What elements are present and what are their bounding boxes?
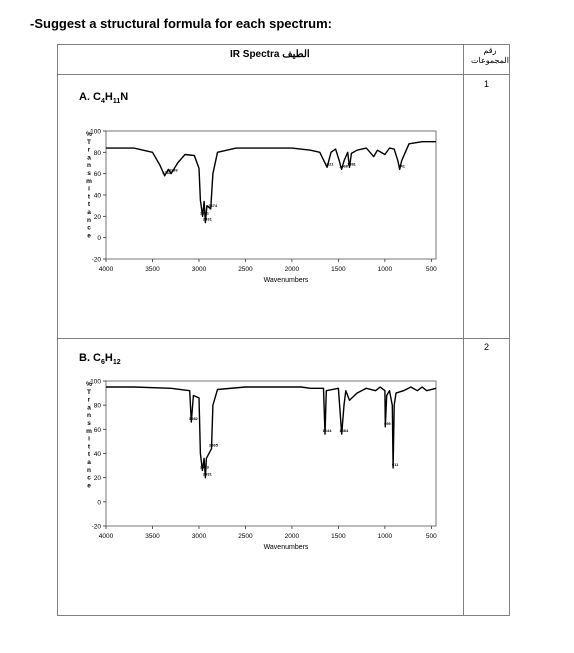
x-tick-label-b: 2500 — [238, 533, 253, 540]
y-tick-label-b: -20 — [91, 523, 101, 531]
y-tick-label-b: 40 — [93, 451, 101, 458]
x-tick-label-a: 2000 — [284, 266, 300, 273]
y-tick-label-b: 80 — [93, 402, 101, 410]
compound-label-b — [79, 352, 121, 366]
y-tick-label-b: 100 — [90, 378, 101, 386]
y-axis-label-char-a: T — [87, 138, 91, 146]
y-axis-label-char-a: m — [86, 177, 92, 185]
y-axis-label-char-a: t — [87, 193, 91, 201]
x-tick-label-a: 2500 — [238, 266, 253, 273]
y-tick-label-a: 20 — [93, 213, 101, 221]
y-axis-label-char-b: n — [87, 412, 91, 420]
peak-label-a: 1381 — [347, 161, 356, 167]
y-axis-label-char-b: % — [86, 381, 92, 388]
label-a-sub1: 4 — [101, 98, 105, 106]
label-b-prefix: B. C — [79, 352, 101, 364]
compound-label-a — [79, 91, 128, 105]
x-tick-label-a: 1000 — [377, 266, 393, 273]
peak-label-b: 3082 — [188, 416, 198, 422]
y-axis-label-char-a: n — [87, 216, 91, 224]
group-header-line2: المجموعات — [471, 56, 509, 65]
y-axis-label-char-a: n — [87, 162, 91, 170]
table-row-divider — [57, 338, 510, 339]
x-tick-label-a: 4000 — [98, 266, 114, 273]
x-axis-label-a: Wavenumbers — [263, 277, 309, 284]
y-axis-label-char-a: r — [87, 146, 91, 154]
y-axis-label-char-b: n — [87, 466, 91, 474]
y-axis-label-char-b: t — [87, 443, 91, 451]
label-a-mid: H — [104, 91, 113, 103]
peak-label-a: 2874 — [208, 202, 218, 208]
y-axis-label-char-b: c — [87, 474, 91, 482]
label-a-prefix: A. C — [79, 91, 101, 103]
y-axis-label-char-a: t — [87, 201, 91, 209]
x-tick-label-a: 500 — [425, 266, 437, 273]
y-tick-label-a: 40 — [93, 192, 101, 200]
y-axis-label-char-b: s — [87, 420, 91, 427]
y-tick-label-b: 60 — [93, 426, 101, 434]
table-header-group-number — [470, 46, 510, 66]
x-tick-label-b: 1500 — [331, 533, 346, 540]
x-tick-label-b: 1000 — [377, 533, 393, 540]
x-tick-label-b: 2000 — [284, 533, 300, 540]
y-tick-label-a: 100 — [90, 128, 101, 136]
label-a-sub2: 11 — [112, 98, 121, 106]
y-tick-label-a: -20 — [91, 256, 101, 264]
y-axis-label-char-b: e — [87, 482, 91, 490]
peak-label-b: 1644 — [322, 428, 332, 434]
peak-label-b: 2963 — [199, 464, 209, 470]
y-tick-label-b: 0 — [97, 499, 101, 507]
label-a-suffix: N — [120, 91, 129, 103]
x-tick-label-b: 3000 — [191, 533, 207, 540]
peak-label-a: 3299 — [168, 167, 178, 173]
row-number-1: 1 — [484, 79, 490, 89]
instruction-text: -Suggest a structural formula for each spectrum: — [30, 16, 332, 31]
table-header-divider — [57, 74, 510, 75]
y-axis-label-char-b: m — [86, 427, 92, 435]
y-tick-label-a: 60 — [93, 171, 101, 179]
y-axis-label-char-a: % — [86, 131, 92, 138]
peak-label-a: 1621 — [324, 161, 334, 167]
x-axis-label-b: Wavenumbers — [263, 544, 309, 551]
y-tick-label-a: 0 — [97, 235, 101, 243]
y-axis-label-char-b: t — [87, 451, 91, 459]
label-b-sub2: 12 — [112, 359, 121, 367]
label-b-mid: H — [104, 352, 113, 364]
peak-label-a: 1466 — [339, 163, 349, 169]
row-number-2: 2 — [484, 342, 490, 352]
table-column-divider — [463, 44, 464, 616]
peak-label-a: 2931 — [202, 216, 212, 222]
y-axis-label-char-b: T — [87, 388, 91, 396]
x-tick-label-b: 4000 — [98, 533, 114, 540]
table-header-ir-spectra: IR Spectra الطيف — [230, 49, 310, 60]
spectra-table — [57, 44, 510, 616]
peak-label-a: 841 — [398, 163, 405, 169]
y-axis-label-char-a: a — [87, 209, 91, 216]
group-header-line1: رقم — [483, 46, 497, 55]
x-tick-label-a: 3000 — [191, 266, 207, 273]
peak-label-b: 1464 — [339, 428, 349, 434]
x-tick-label-b: 3500 — [145, 533, 160, 540]
label-b-sub1: 6 — [101, 359, 105, 367]
y-axis-label-char-b: r — [87, 396, 91, 404]
y-axis-label-char-b: a — [87, 404, 91, 412]
y-axis-label-char-b: a — [87, 459, 91, 466]
y-tick-label-a: 80 — [93, 149, 101, 157]
peak-label-b: 2865 — [209, 442, 218, 448]
y-tick-label-b: 20 — [93, 475, 101, 483]
y-axis-label-char-a: a — [87, 154, 91, 162]
y-axis-label-char-a: s — [87, 170, 91, 177]
y-axis-label-char-b: i — [88, 435, 90, 443]
x-tick-label-a: 1500 — [331, 266, 346, 273]
y-axis-label-char-a: i — [88, 185, 90, 193]
peak-label-a: 3368 — [162, 169, 172, 175]
peak-label-b: 911 — [391, 462, 399, 467]
peak-label-b: 2931 — [202, 471, 212, 477]
y-axis-label-char-a: e — [87, 232, 91, 240]
y-axis-label-char-a: c — [87, 224, 91, 232]
peak-label-b: 995 — [383, 420, 391, 426]
peak-label-a: 2961 — [200, 210, 210, 216]
x-tick-label-b: 500 — [425, 533, 437, 540]
x-tick-label-a: 3500 — [145, 266, 160, 273]
